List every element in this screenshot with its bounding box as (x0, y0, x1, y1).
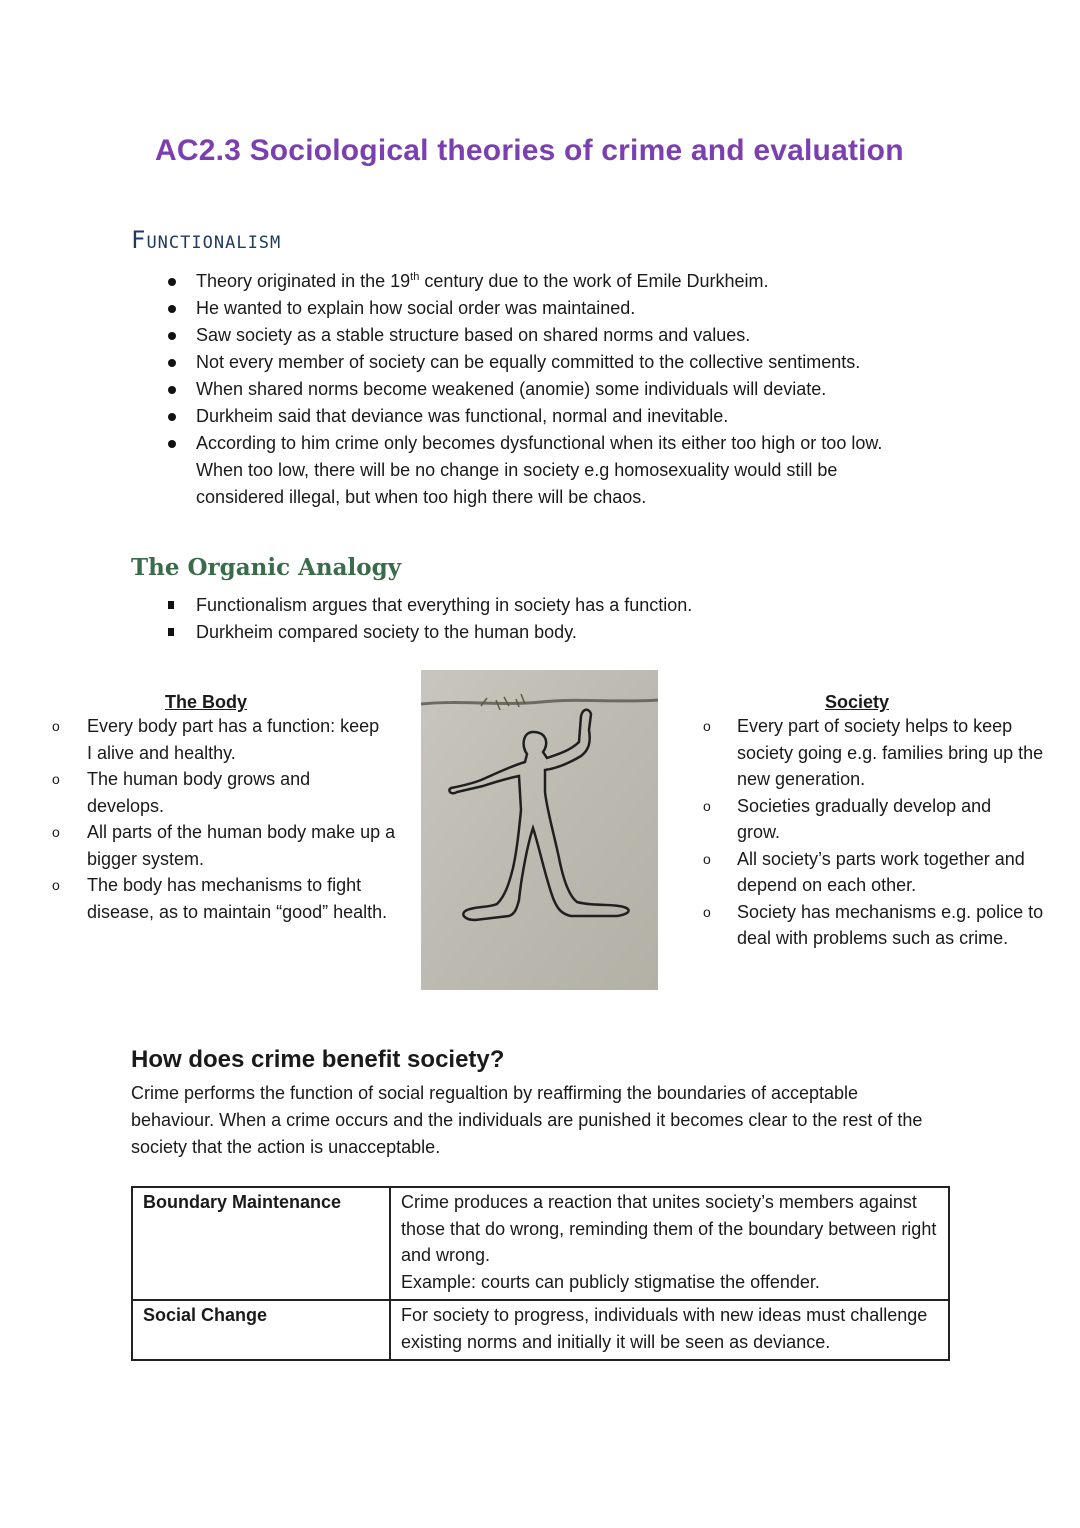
circle-bullet-icon: o (703, 903, 711, 920)
list-item-text: According to him crime only becomes dysfunctional when its either too high or too low. When too low, there will be no change in society e.g homosexuality would still be considered illegal, but when too high there will be chaos. (196, 433, 883, 507)
list-item: Saw society as a stable structure based on shared norms and values. (164, 322, 964, 349)
benefit-heading: How does crime benefit society? (131, 1046, 505, 1073)
circle-bullet-icon: o (52, 877, 60, 893)
functionalism-bullet-list (164, 268, 964, 511)
benefit-paragraph: Crime performs the function of social regualtion by reaffirming the boundaries of acceptable behaviour. When a crime occurs and the individuals are punished it becomes clear to the rest of the society that the action is unacceptable. (131, 1083, 923, 1157)
list-item (164, 430, 964, 511)
list-item (46, 766, 406, 819)
list-item-text: Every body part has a function: keep I alive and healthy. (87, 716, 380, 763)
table-cell-description (390, 1187, 949, 1300)
society-column-heading: Society (825, 692, 890, 712)
body-column-heading: The Body (165, 692, 248, 712)
list-item-text: Every part of society helps to keep society going e.g. families bring up the new generation. (737, 716, 1044, 789)
table-cell-line: Crime produces a reaction that unites society’s members against those that do wrong, reminding them of the boundary between right and wrong. (401, 1192, 937, 1265)
list-item-text: Society has mechanisms e.g. police to deal with problems such as crime. (737, 901, 1044, 948)
list-item-text: All parts of the human body make up a bigger system. (87, 822, 396, 869)
list-item: Durkheim said that deviance was functional, normal and inevitable. (164, 403, 964, 430)
table-cell-description (390, 1300, 949, 1360)
body-column (46, 692, 406, 925)
body-list (46, 713, 406, 925)
list-item: Theory originated in the 19th century due to the work of Emile Durkheim. (164, 268, 964, 295)
list-item: He wanted to explain how social order was maintained. (164, 295, 964, 322)
organic-bullet-list (164, 592, 864, 646)
list-item (700, 846, 1050, 899)
list-item (46, 819, 406, 872)
table-row (132, 1300, 949, 1360)
list-item (46, 872, 406, 925)
functionalism-heading: Functionalism (131, 226, 282, 254)
functions-table (131, 1186, 950, 1361)
circle-bullet-icon: o (703, 850, 711, 867)
list-item (700, 713, 1050, 793)
circle-bullet-icon: o (52, 824, 60, 840)
list-item-text: All society’s parts work together and depend on each other. (737, 848, 1025, 895)
society-column (700, 692, 1050, 952)
table-cell-line: For society to progress, individuals with new ideas must challenge existing norms and initially it will be seen as deviance. (401, 1305, 928, 1352)
circle-bullet-icon: o (52, 718, 60, 734)
list-item-text: The human body grows and develops. (87, 769, 311, 816)
organic-analogy-heading: The Organic Analogy (131, 554, 402, 581)
list-item: Functionalism argues that everything in society has a function. (164, 592, 864, 619)
chalk-outline-photo (421, 670, 658, 990)
list-item: Durkheim compared society to the human body. (164, 619, 864, 646)
circle-bullet-icon: o (52, 771, 60, 787)
page-title: AC2.3 Sociological theories of crime and evaluation (155, 134, 904, 167)
list-item: Not every member of society can be equally committed to the collective sentiments. (164, 349, 964, 376)
table-cell-term: Social Change (132, 1300, 390, 1360)
society-list (700, 713, 1050, 952)
list-item-text: The body has mechanisms to fight disease, as to maintain “good” health. (87, 875, 388, 922)
list-item: When shared norms become weakened (anomie) some individuals will deviate. (164, 376, 964, 403)
body-outline-icon (421, 670, 658, 990)
circle-bullet-icon: o (703, 797, 711, 814)
list-item (700, 899, 1050, 952)
table-row (132, 1187, 949, 1300)
circle-bullet-icon: o (703, 718, 711, 734)
list-item-text: Societies gradually develop and grow. (737, 795, 992, 842)
list-item (700, 793, 1050, 846)
table-cell-line: Example: courts can publicly stigmatise the offender. (401, 1271, 820, 1292)
table-cell-term: Boundary Maintenance (132, 1187, 390, 1300)
list-item (46, 713, 406, 766)
